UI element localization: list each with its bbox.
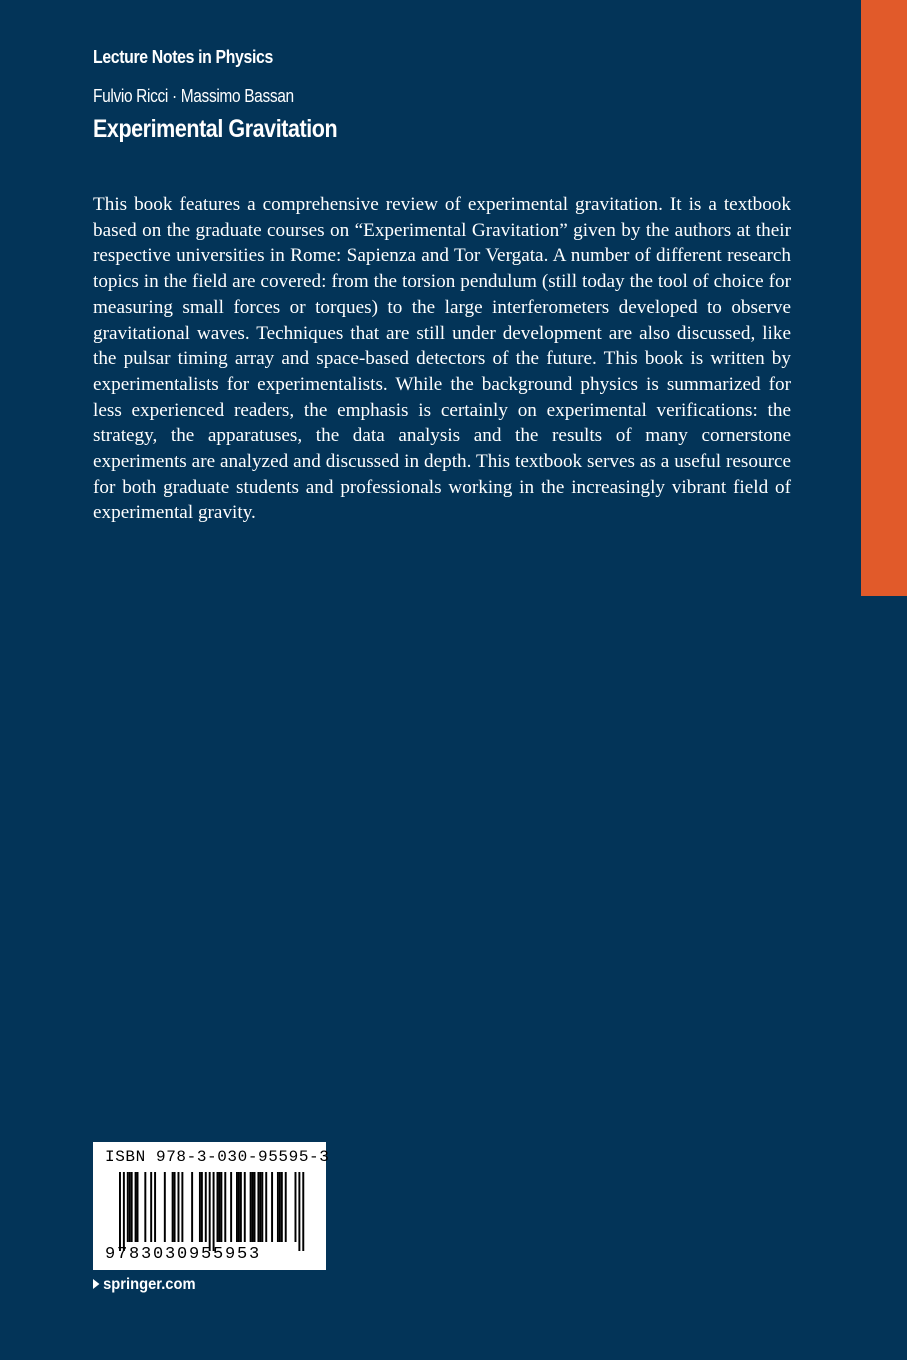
barcode-bar <box>244 1172 246 1242</box>
barcode-bar <box>261 1172 263 1242</box>
book-authors: Fulvio Ricci · Massimo Bassan <box>93 86 294 106</box>
barcode-bar <box>295 1172 297 1242</box>
barcode-bar <box>127 1172 129 1242</box>
barcode-bar <box>238 1172 240 1242</box>
isbn-barcode <box>93 1142 330 1270</box>
barcode-bar <box>224 1172 226 1242</box>
barcode-digits: 9783030955953 <box>105 1245 262 1264</box>
barcode-bar <box>164 1172 166 1242</box>
barcode-bar <box>209 1172 211 1251</box>
barcode-bar <box>281 1172 283 1242</box>
barcode-bar <box>135 1172 137 1242</box>
barcode-bar <box>205 1172 207 1242</box>
barcode-bar <box>199 1172 201 1242</box>
barcode-bar <box>137 1172 139 1242</box>
barcode-bar <box>191 1172 193 1242</box>
barcode-bar <box>178 1172 180 1242</box>
barcode-bar <box>181 1172 183 1242</box>
barcode-bar <box>218 1172 220 1242</box>
barcode-bar <box>265 1172 267 1242</box>
barcode-bar <box>154 1172 156 1242</box>
barcode-bar <box>217 1172 219 1242</box>
series-name: Lecture Notes in Physics <box>93 47 273 67</box>
barcode-bar <box>279 1172 281 1242</box>
barcode-bar <box>201 1172 203 1242</box>
barcode-bar <box>172 1172 174 1242</box>
barcode-bar <box>129 1172 131 1242</box>
barcode-bar <box>131 1172 133 1242</box>
barcode-bar <box>230 1172 232 1242</box>
barcode-bar <box>298 1172 300 1251</box>
barcode-bar <box>285 1172 287 1242</box>
publisher-link-text[interactable]: springer.com <box>103 1276 196 1293</box>
barcode-bar <box>240 1172 242 1242</box>
barcode-bar <box>277 1172 279 1242</box>
barcode-bar <box>254 1172 256 1242</box>
accent-stripe <box>861 0 907 596</box>
barcode-bar <box>123 1172 125 1251</box>
barcode-bar <box>119 1172 121 1251</box>
barcode-bar <box>220 1172 222 1242</box>
book-description: This book features a comprehensive review of experimental gravitation. It is a textbook based on the graduate courses on “Experimental Gravitation” given by the authors at their respective universities in Rome: Sapienza and Tor Vergata. A number of different research topics in the field are covered: from the torsion pendulum (still today the tool of choice for measuring small forces or torques) to the large interferometers developed to observe gravitational waves. Techniques that are still under development are also discussed, like the pulsar timing array and space-based detectors of the future. This book is written by experimentalists for experimentalists. While the background physics is summarized for less experienced readers, the emphasis is certainly on experimental verifications: the strategy, the apparatuses, the data analysis and the results of many cornerstone experiments are analyzed and discussed in depth. This textbook serves as a useful resource for both graduate students and professionals working in the increasingly vibrant field of experimental gravity. <box>93 194 791 524</box>
barcode-bar <box>302 1172 304 1251</box>
book-title: Experimental Gravitation <box>93 115 338 143</box>
barcode-bar <box>271 1172 273 1242</box>
barcode-bar <box>236 1172 238 1242</box>
barcode-bar <box>150 1172 152 1242</box>
barcode-bar <box>144 1172 146 1242</box>
barcode-bar <box>257 1172 259 1242</box>
barcode-bar <box>174 1172 176 1242</box>
barcode-bar <box>252 1172 254 1242</box>
barcode-bar <box>250 1172 252 1242</box>
arrow-right-icon <box>93 1279 99 1289</box>
barcode-bar <box>213 1172 215 1251</box>
barcode-bar <box>259 1172 261 1242</box>
publisher-link[interactable] <box>93 1276 196 1294</box>
isbn-label: ISBN 978-3-030-95595-3 <box>105 1148 330 1166</box>
